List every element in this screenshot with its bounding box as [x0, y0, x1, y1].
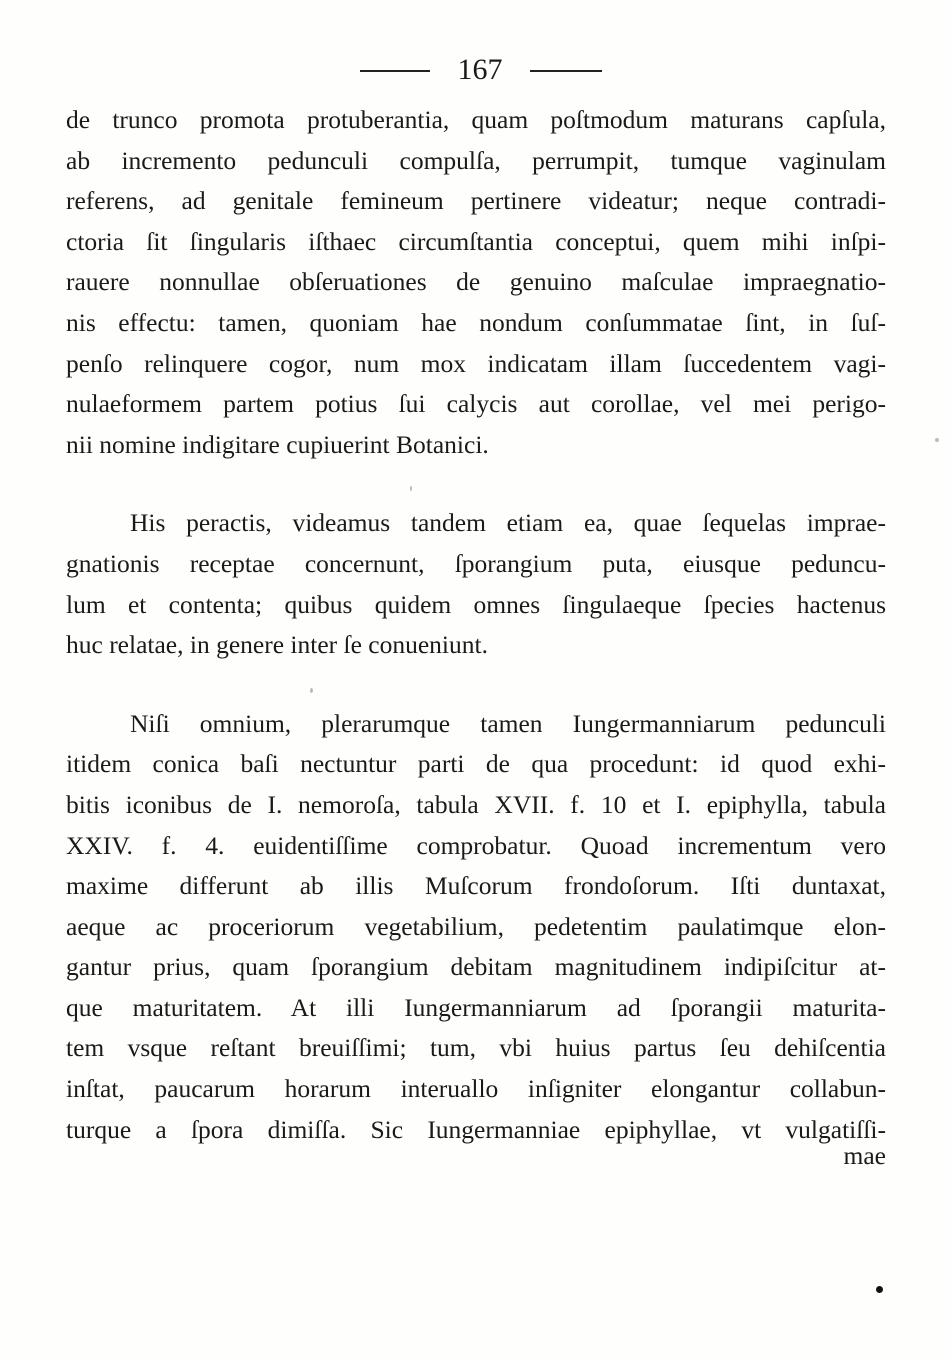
text-line: XXIV. f. 4. euidentiſſime comprobatur. Quoad incrementum vero	[66, 830, 886, 860]
text-line: nis effectu: tamen, quoniam hae nondum conſummatae ſint, in ſuſ-	[66, 307, 886, 337]
paper-speck	[935, 438, 939, 442]
header-rule-right	[530, 70, 602, 72]
paper-speck	[410, 486, 412, 491]
text-line: gantur prius, quam ſporangium debitam magnitudinem indipiſcitur at-	[66, 952, 886, 982]
text-line: nii nomine indigitare cupiuerint Botanici.	[66, 429, 489, 459]
text-line: turque a ſpora dimiſſa. Sic Iungermanniae epiphyllae, vt vulgatiſſi-	[66, 1114, 886, 1144]
text-line: lum et contenta; quibus quidem omnes ſingulaeque ſpecies hactenus	[66, 589, 886, 619]
body-text	[66, 100, 886, 1150]
text-line: penſo relinquere cogor, num mox indicatam illam ſuccedentem vagi-	[66, 348, 886, 378]
text-line: nulaeformem partem potius ſui calycis aut corollae, vel mei perigo-	[66, 389, 886, 419]
text-line: ctoria ſit ſingularis iſthaec circumſtantia conceptui, quem mihi inſpi-	[66, 226, 886, 256]
text-line: huc relatae, in genere inter ſe conueniunt.	[66, 630, 488, 660]
text-line: itidem conica baſi nectuntur parti de qua procedunt: id quod exhi-	[66, 749, 886, 779]
text-line: aeque ac proceriorum vegetabilium, pedetentim paulatimque elon-	[66, 911, 886, 941]
text-line: tem vsque reſtant breuiſſimi; tum, vbi huius partus ſeu dehiſcentia	[66, 1033, 886, 1063]
paragraph-3	[66, 704, 886, 1151]
text-line: referens, ad genitale femineum pertinere videatur; neque contradi-	[66, 186, 886, 216]
paragraph-gap	[66, 666, 886, 704]
text-line: que maturitatem. At illi Iungermanniarum ad ſporangii maturita-	[66, 992, 886, 1022]
text-line: bitis iconibus de I. nemoroſa, tabula XVII. f. 10 et I. epiphylla, tabula	[66, 789, 886, 819]
text-line: Niſi omnium, plerarumque tamen Iungermanniarum pedunculi	[130, 708, 886, 738]
page-header	[0, 52, 950, 92]
header-rule-left	[360, 70, 430, 72]
text-line: maxime differunt ab illis Muſcorum frondoſorum. Iſti duntaxat,	[66, 871, 886, 901]
paragraph-gap	[66, 465, 886, 503]
text-line: rauere nonnullae obſeruationes de genuino maſculae impraegnatio-	[66, 267, 886, 297]
text-line: His peractis, videamus tandem etiam ea, quae ſequelas imprae-	[130, 508, 886, 538]
paper-speck	[310, 688, 313, 693]
ink-dot	[876, 1286, 883, 1293]
text-line: inſtat, paucarum horarum interuallo inſigniter elongantur collabun-	[66, 1074, 886, 1104]
text-line: de trunco promota protuberantia, quam poſtmodum maturans capſula,	[66, 105, 886, 134]
text-line: ab incremento pedunculi compulſa, perrumpit, tumque vaginulam	[66, 145, 886, 175]
page-number: 167	[457, 53, 503, 86]
text-line: gnationis receptae concernunt, ſporangium puta, eiusque peduncu-	[66, 548, 886, 578]
catchword: mae	[843, 1141, 886, 1170]
paragraph-2	[66, 503, 886, 665]
paragraph-1	[66, 100, 886, 465]
